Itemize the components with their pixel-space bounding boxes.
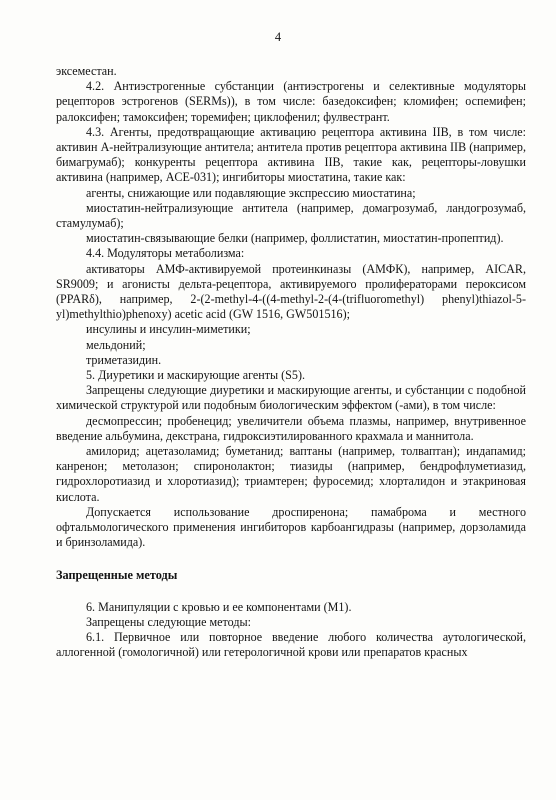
list-item-ampk-activators: активаторы АМФ-активируемой протеинкиназы (АМФК), например, AICAR, SR9009; и агонисты дельта-рецептора, активируемого пролифераторами пероксисом (PPARδ), например, 2-(2-methyl-4-((4-methyl-2-(4-(trifluoromethyl) phenyl)thiazol-5-yl)methylthio)phenoxy) acetic acid (GW 1516, GW501516); [56,261,526,322]
paragraph-5-heading: 5. Диуретики и маскирующие агенты (S5). [86,368,305,383]
section-title: Запрещенные методы [56,567,178,582]
paragraph-4-2: 4.2. Антиэстрогенные субстанции (антиэстрогены и селективные модуляторы рецепторов эстрогенов (SERMs)), в том числе: базедоксифен; кломифен; оспемифен; ралоксифен; тамоксифен; торемифен; циклофенил; фулвестрант. [56,79,526,124]
paragraph-6-1: 6.1. Первичное или повторное введение любого количества аутологической, аллогенной (гомологичной) или гетерологичной крови или препаратов красных [56,630,526,660]
document-body [56,64,526,661]
list-item-insulins: инсулины и инсулин-миметики; [86,322,251,337]
paragraph-5-exceptions: Допускается использование дроспиренона; памаброма и местного офтальмологического применения ингибиторов карбоангидразы (например, дорзоламида и бринзоламида). [56,504,526,550]
list-item-myostatin-antibodies: миостатин-нейтрализующие антитела (например, домагрозумаб, ландогрозумаб, стамулумаб); [56,200,526,231]
paragraph-4-4: 4.4. Модуляторы метаболизма: [86,246,245,261]
list-item-meldonium: мельдоний; [86,337,146,352]
paragraph-5-diuretics-list: амилорид; ацетазоламид; буметанид; ваптаны (например, толваптан); индапамид; канренон; метолазон; спиронолактон; тиазиды (например, бендрофлуметиазид, гидрохлоротиазид и хлоротиазид); триамтерен; фуросемид; хлорталидон и этакриновая кислота. [56,444,526,504]
paragraph-exemestane: эксеместан. [56,64,117,78]
paragraph-6-intro: Запрещены следующие методы: [86,614,251,629]
page-number: 4 [274,30,282,44]
paragraph-4-3: 4.3. Агенты, предотвращающие активацию рецептора активина IIB, в том числе: активин А-нейтрализующие антитела; антитела против рецептора активина IIB (например, бимагрумаб); конкуренты рецептора активина IIB, такие как, рецепторы-ловушки активина (например, ACE-031); ингибиторы миостатина, такие как: [56,124,526,185]
list-item-myostatin-expression: агенты, снижающие или подавляющие экспрессию миостатина; [86,185,416,200]
paragraph-5-desmopressin: десмопрессин; пробенецид; увеличители объема плазмы, например, внутривенное введение альбумина, декстрана, гидроксиэтилированного крахмала и маннитола. [56,413,526,443]
list-item-trimetazidine: триметазидин. [86,352,162,367]
paragraph-5-intro: Запрещены следующие диуретики и маскирующие агенты, и субстанции с подобной химической структурой или подобным биологическим эффектом (-ами), в том числе: [56,383,526,413]
list-item-myostatin-binding: миостатин-связывающие белки (например, фоллистатин, миостатин-пропептид). [86,231,504,246]
paragraph-6-heading: 6. Манипуляции с кровью и ее компонентами (M1). [86,599,352,614]
